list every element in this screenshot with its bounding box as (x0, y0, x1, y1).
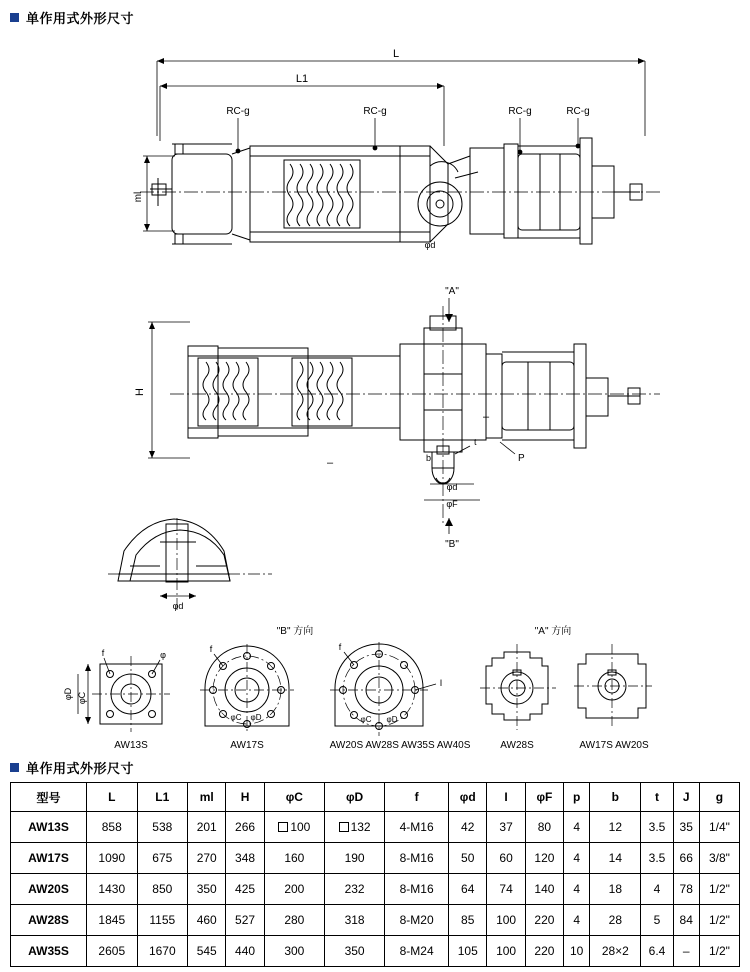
cell-ml: 270 (188, 843, 226, 874)
col-phid: φd (449, 783, 487, 812)
col-t: t (641, 783, 673, 812)
right-cylinder-top (470, 138, 642, 244)
flange3-f-label: f (338, 642, 342, 652)
cell-L1: 675 (137, 843, 188, 874)
table-row (11, 905, 740, 936)
cell-φd: 85 (449, 905, 487, 936)
phi-F-label: φF (446, 499, 458, 509)
section-A-marker (445, 298, 453, 322)
cell-L1: 538 (137, 812, 188, 843)
cell-L: 2605 (87, 936, 138, 967)
flange2-phiC-label: φC (230, 713, 242, 722)
rc-g-label-4: RC-g (566, 106, 590, 117)
col-phiC: φC (264, 783, 324, 812)
cell-φC: 100 (264, 812, 324, 843)
cell-φF: 220 (525, 936, 563, 967)
flange2-f-label: f (209, 644, 213, 654)
cell-φD: 318 (324, 905, 384, 936)
dim-H-label: H (134, 388, 146, 396)
cell-model: AW20S (11, 874, 87, 905)
body-top (250, 146, 478, 242)
cell-φd: 50 (449, 843, 487, 874)
phi-d-bracket-dim (160, 593, 196, 599)
cell-J: 35 (673, 812, 699, 843)
col-p: p (564, 783, 590, 812)
cell-φF: 80 (525, 812, 563, 843)
cell-I: 60 (487, 843, 525, 874)
section-B-label: "B" (445, 539, 459, 550)
section-heading-bottom (10, 758, 134, 777)
rc-g-leaders (236, 118, 580, 154)
cell-p: 4 (564, 843, 590, 874)
section-B-marker (445, 518, 453, 534)
col-model: 型号 (11, 783, 87, 812)
cell-b: 28×2 (590, 936, 641, 967)
dim-L1 (160, 83, 444, 146)
cell-φC: 280 (264, 905, 324, 936)
cell-φD: 350 (324, 936, 384, 967)
view-a-aw28s (480, 644, 556, 730)
view-a-aw17s-aw20s (574, 644, 652, 728)
cell-b: 18 (590, 874, 641, 905)
cell-φd: 42 (449, 812, 487, 843)
flange-aw13s (78, 656, 170, 732)
cell-J: 84 (673, 905, 699, 936)
rc-g-label-2: RC-g (363, 106, 387, 117)
table-row (11, 812, 740, 843)
col-ml: ml (188, 783, 226, 812)
cell-f: 8-M16 (385, 874, 449, 905)
flange1-f-label: f (101, 648, 105, 658)
label-P-leader (500, 442, 515, 454)
cell-I: 100 (487, 905, 525, 936)
cell-H: 440 (226, 936, 264, 967)
cell-b: 12 (590, 812, 641, 843)
cell-p: 10 (564, 936, 590, 967)
col-H: H (226, 783, 264, 812)
cell-φF: 140 (525, 874, 563, 905)
tick-mark-left: – (326, 457, 334, 469)
cell-ml: 545 (188, 936, 226, 967)
cell-p: 4 (564, 874, 590, 905)
cell-φC: 160 (264, 843, 324, 874)
square-symbol-icon (339, 822, 349, 832)
cell-L: 1090 (87, 843, 138, 874)
table-header-row (11, 783, 740, 812)
cell-φD: 190 (324, 843, 384, 874)
cell-model: AW17S (11, 843, 87, 874)
col-f: f (385, 783, 449, 812)
bracket-view (118, 519, 230, 582)
label-P: P (518, 453, 525, 464)
section-heading-top (10, 8, 134, 27)
dim-ml-label: ml (133, 191, 144, 203)
col-g: g (699, 783, 739, 812)
flange-caption-5: AW17S AW20S (579, 740, 649, 751)
cell-b: 28 (590, 905, 641, 936)
cell-p: 4 (564, 905, 590, 936)
section-A-label: "A" (445, 286, 459, 297)
cell-φd: 105 (449, 936, 487, 967)
bullet-icon-2 (10, 763, 19, 772)
spec-table-wrapper (10, 782, 740, 967)
cell-φF: 220 (525, 905, 563, 936)
cell-L1: 1155 (137, 905, 188, 936)
cell-f: 4-M16 (385, 812, 449, 843)
cell-I: 74 (487, 874, 525, 905)
cell-t: 3.5 (641, 843, 673, 874)
phi-d-mid-label: φd (446, 482, 458, 492)
dim-ml (143, 156, 175, 231)
cell-model: AW13S (11, 812, 87, 843)
flange3-phiD-label: φD (386, 715, 398, 724)
flange-caption-2: AW17S (230, 740, 264, 751)
cell-φd: 64 (449, 874, 487, 905)
cell-L1: 850 (137, 874, 188, 905)
dim-L-label: L (392, 48, 400, 60)
table-row (11, 843, 740, 874)
label-t: t (474, 437, 477, 447)
cell-φF: 120 (525, 843, 563, 874)
cell-g: 1/4" (699, 812, 739, 843)
tick-mark-right: – (482, 411, 490, 423)
dim-H (148, 322, 190, 458)
middle-assembly (188, 316, 640, 452)
flange2-phiD-label: φD (250, 713, 262, 722)
phi-d-top-label: φd (424, 240, 436, 250)
flange-caption-1: AW13S (114, 740, 148, 751)
col-L1: L1 (137, 783, 188, 812)
cell-f: 8-M20 (385, 905, 449, 936)
cell-H: 527 (226, 905, 264, 936)
cell-I: 100 (487, 936, 525, 967)
cell-t: 4 (641, 874, 673, 905)
cell-t: 3.5 (641, 812, 673, 843)
cell-L: 1430 (87, 874, 138, 905)
cell-model: AW28S (11, 905, 87, 936)
phi-d-bracket-label: φd (172, 601, 184, 611)
cell-p: 4 (564, 812, 590, 843)
flange1-phiD-label: φD (63, 687, 73, 701)
table-row (11, 936, 740, 967)
flange1-phiC-label: φC (77, 691, 87, 705)
flange1-phi-label: φ (160, 650, 166, 660)
cell-t: 6.4 (641, 936, 673, 967)
direction-A-label: "A" 方向 (534, 626, 572, 637)
spec-table (10, 782, 740, 967)
cell-H: 266 (226, 812, 264, 843)
flange3-I-label: I (439, 678, 443, 688)
cell-model: AW35S (11, 936, 87, 967)
cell-φD: 132 (324, 812, 384, 843)
dim-L (157, 58, 645, 136)
rc-g-label-1: RC-g (226, 106, 250, 117)
cell-g: 1/2" (699, 905, 739, 936)
cell-g: 3/8" (699, 843, 739, 874)
dim-L1-label: L1 (295, 73, 309, 85)
col-phiD: φD (324, 783, 384, 812)
rc-g-label-3: RC-g (508, 106, 532, 117)
cell-g: 1/2" (699, 936, 739, 967)
col-phiF: φF (525, 783, 563, 812)
col-L: L (87, 783, 138, 812)
bullet-icon (10, 13, 19, 22)
cell-ml: 460 (188, 905, 226, 936)
cell-H: 425 (226, 874, 264, 905)
cell-f: 8-M16 (385, 843, 449, 874)
col-b: b (590, 783, 641, 812)
section-heading-top-label: 单作用式外形尺寸 (26, 11, 135, 26)
cell-g: 1/2" (699, 874, 739, 905)
cell-φD: 232 (324, 874, 384, 905)
cell-L1: 1670 (137, 936, 188, 967)
cell-φC: 300 (264, 936, 324, 967)
technical-drawing (0, 26, 750, 751)
cell-H: 348 (226, 843, 264, 874)
cell-ml: 350 (188, 874, 226, 905)
cell-f: 8-M24 (385, 936, 449, 967)
cell-t: 5 (641, 905, 673, 936)
cell-J: 66 (673, 843, 699, 874)
cell-L: 858 (87, 812, 138, 843)
cell-J: – (673, 936, 699, 967)
flange-caption-4: AW28S (500, 740, 534, 751)
left-cylinder-top (150, 144, 250, 244)
table-row (11, 874, 740, 905)
cell-b: 14 (590, 843, 641, 874)
cell-ml: 201 (188, 812, 226, 843)
cell-L: 1845 (87, 905, 138, 936)
flange-aw17s (200, 644, 294, 734)
section-heading-bottom-label: 单作用式外形尺寸 (26, 761, 135, 776)
flange-caption-3: AW20S AW28S AW35S AW40S (329, 740, 471, 751)
cell-I: 37 (487, 812, 525, 843)
flange3-phiC-label: φC (360, 715, 372, 724)
square-symbol-icon (278, 822, 288, 832)
col-J: J (673, 783, 699, 812)
flange-aw20s-group (330, 642, 436, 736)
col-I: I (487, 783, 525, 812)
label-b: b (425, 453, 431, 463)
cell-φC: 200 (264, 874, 324, 905)
direction-B-label: "B" 方向 (276, 626, 314, 637)
cell-J: 78 (673, 874, 699, 905)
